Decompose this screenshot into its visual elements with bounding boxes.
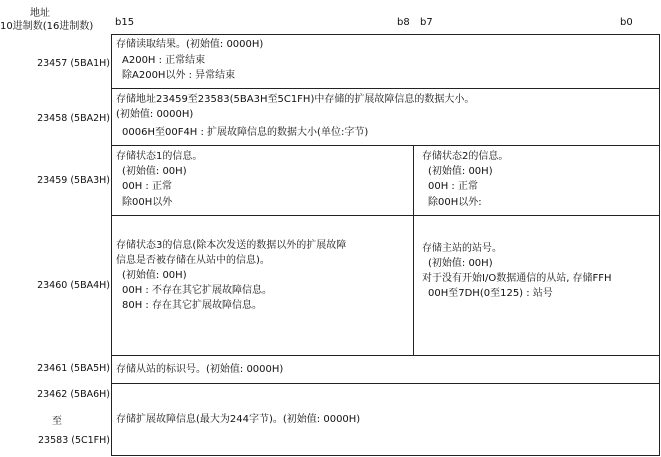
cell-text: 存储从站的标识号。(初始值: 0000H) (116, 364, 284, 375)
cell-text: 存储地址23459至23583(5BA3H至5C1FH)中存储的扩展故障信息的数据大小。 (116, 94, 475, 105)
address-header-subtitle: 10进制数(16进制数) (0, 21, 94, 32)
cell-text: (初始值: 00H) (428, 166, 493, 177)
cell-text: (初始值: 0000H) (116, 109, 194, 120)
cell-text: 存储状态2的信息。 (422, 151, 509, 162)
table-border-left (111, 34, 112, 456)
row-address: 23460 (5BA4H) (37, 280, 110, 291)
cell-text: 存储主站的站号。 (422, 243, 502, 254)
row-address-start: 23462 (5BA6H) (37, 389, 110, 400)
row-divider (111, 383, 660, 384)
cell-text: 0006H至00F4H : 扩展故障信息的数据大小(单位:字节) (122, 127, 369, 138)
cell-text: 除00H以外: (428, 197, 482, 208)
row-address: 23459 (5BA3H) (37, 175, 110, 186)
address-header-label: 地址 (30, 8, 50, 19)
cell-text: (初始值: 00H) (122, 166, 187, 177)
cell-text: 00H : 正常 (428, 181, 478, 192)
row-divider (111, 88, 660, 89)
row-address: 23461 (5BA5H) (37, 363, 110, 374)
cell-text: 00H : 不存在其它扩展故障信息。 (122, 285, 272, 296)
cell-text: 对于没有开始I/O数据通信的从站, 存储FFH (422, 273, 612, 284)
range-to-label: 至 (52, 416, 62, 427)
row-divider (111, 215, 660, 216)
cell-text: 信息是否被存储在从站中的信息)。 (116, 255, 270, 266)
cell-text: 00H : 正常 (122, 181, 172, 192)
bit-b15-label: b15 (115, 17, 135, 28)
row-address: 23458 (5BA2H) (37, 113, 110, 124)
bit-b0-label: b0 (620, 17, 633, 28)
bit-b7-label: b7 (420, 17, 433, 28)
cell-text: (初始值: 00H) (122, 270, 187, 281)
table-border-right (659, 34, 660, 456)
cell-text: 00H至7DH(0至125) : 站号 (428, 288, 553, 299)
cell-text: A200H : 正常结束 (122, 55, 206, 66)
table-border-top (111, 34, 660, 35)
table-border-bottom (111, 455, 660, 456)
byte-split-divider (413, 145, 414, 355)
row-address: 23457 (5BA1H) (37, 58, 110, 69)
cell-text: 存储状态1的信息。 (116, 151, 203, 162)
cell-text: 存储读取结果。(初始值: 0000H) (116, 39, 264, 50)
cell-text: (初始值: 00H) (428, 258, 493, 269)
bit-b8-label: b8 (397, 17, 410, 28)
cell-text: 80H : 存在其它扩展故障信息。 (122, 300, 262, 311)
row-divider (111, 145, 660, 146)
cell-text: 除A200H以外 : 异常结束 (122, 70, 236, 81)
row-address-end: 23583 (5C1FH) (38, 435, 110, 446)
cell-text: 除00H以外 (122, 197, 173, 208)
cell-text: 存储状态3的信息(除本次发送的数据以外的扩展故障 (116, 240, 347, 251)
cell-text: 存储扩展故障信息(最大为244字节)。(初始值: 0000H) (116, 414, 361, 425)
row-divider (111, 355, 660, 356)
